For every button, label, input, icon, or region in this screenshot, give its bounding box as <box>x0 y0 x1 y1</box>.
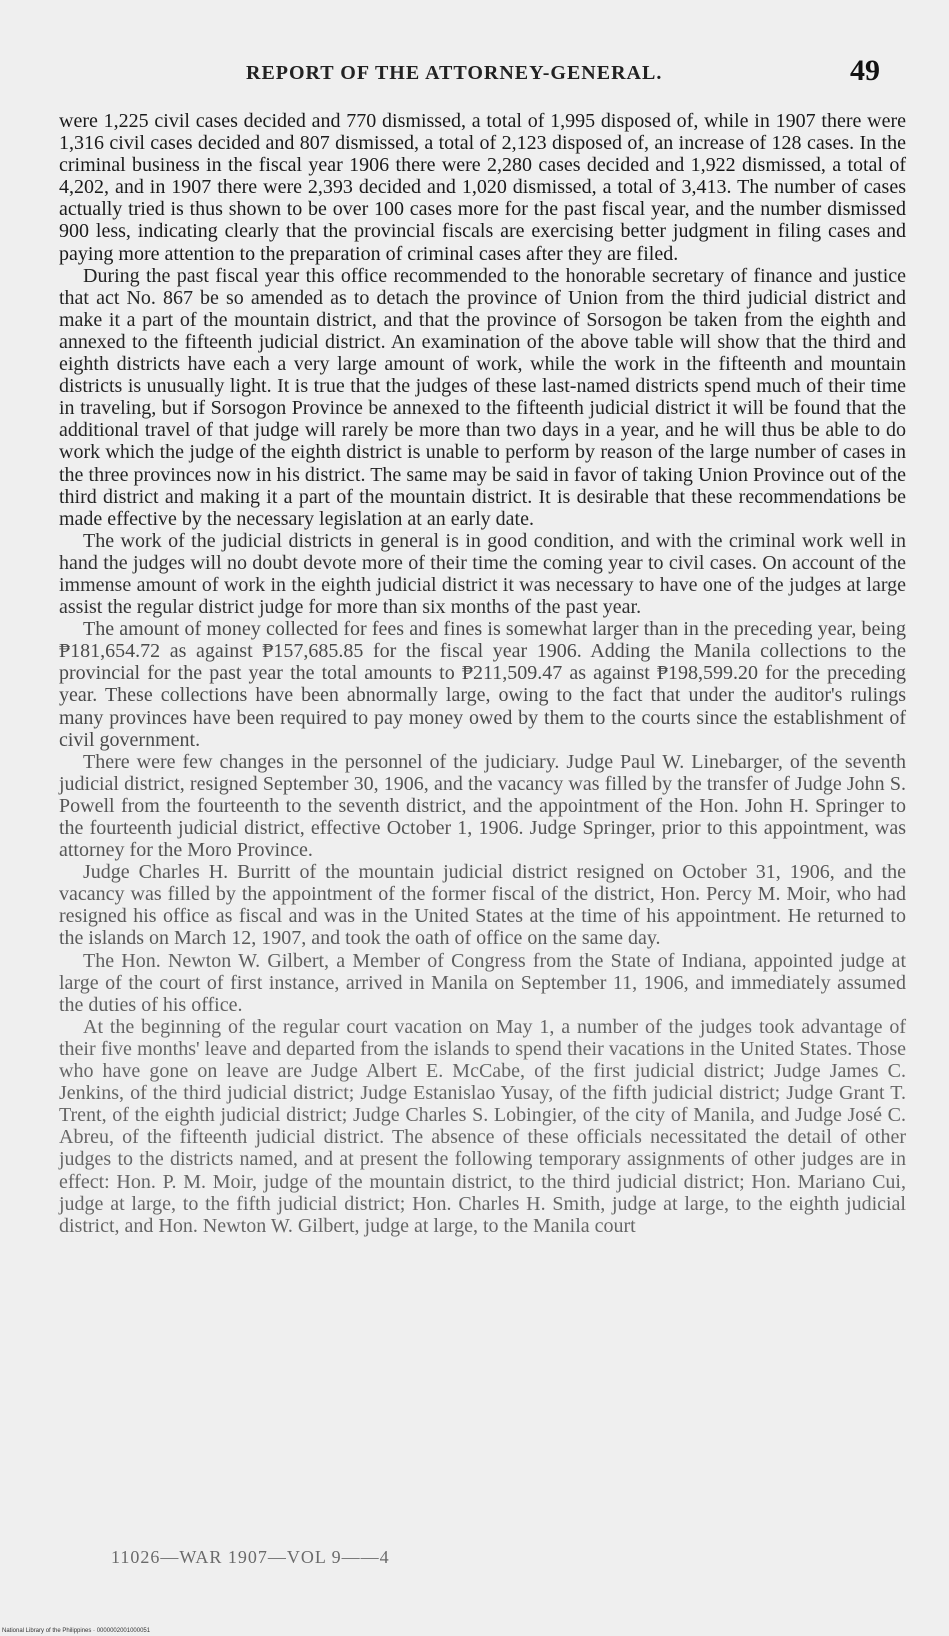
paragraph-burritt-resignation: Judge Charles H. Burritt of the mountain judicial district resigned on October 31, 1906, and the vacancy was filled by the appointment of the former fiscal of the district, Hon. Percy M. Moir, who had resigned his office as fiscal and was in the United States at the time of his appointment. He returned to the islands on March 12, 1907, and took the oath of office on the same day. <box>59 861 906 950</box>
paragraph-case-statistics: were 1,225 civil cases decided and 770 dismissed, a total of 1,995 disposed of, while in 1907 there were 1,316 civil cases decided and 807 dismissed, a total of 2,123 disposed of, an increase of 128 cases. In the criminal business in the fiscal year 1906 there were 2,280 cases decided and 1,922 dismissed, a total of 4,202, and in 1907 there were 2,393 decided and 1,020 dismissed, a total of 3,413. The number of cases actually tried is thus shown to be over 100 cases more for the past fiscal year, and the number dismissed 900 less, indicating clearly that the provincial fiscals are exercising better judgment in filing cases and paying more attention to the preparation of criminal cases after they are filed. <box>59 110 906 265</box>
paragraph-fees-and-fines: The amount of money collected for fees and fines is somewhat larger than in the preceding year, being ₱181,654.72 as against ₱157,685.85 for the fiscal year 1906. Adding the Manila collections to the provincial for the past year the total amounts to ₱211,509.47 as against ₱198,599.20 for the preceding year. These collections have been abnormally large, owing to the fact that under the auditor's rulings many provinces have been required to pay money owed by them to the courts since the establishment of civil government. <box>59 618 906 751</box>
body-text <box>59 110 906 1237</box>
signature-mark: 11026—WAR 1907—VOL 9——4 <box>111 1547 390 1567</box>
paragraph-gilbert-appointment: The Hon. Newton W. Gilbert, a Member of Congress from the State of Indiana, appointed judge at large of the court of first instance, arrived in Manila on September 11, 1906, and immediately assumed the duties of his office. <box>59 949 906 1016</box>
paragraph-district-condition: The work of the judicial districts in general is in good condition, and with the criminal work well in hand the judges will no doubt devote more of their time the coming year to civil cases. On account of the immense amount of work in the eighth judicial district it was necessary to have one of the judges at large assist the regular district judge for more than six months of the past year. <box>59 529 906 619</box>
scan-caption: National Library of the Philippines · 0000002001000051 <box>2 1628 151 1634</box>
page-number: 49 <box>850 54 880 87</box>
running-header: REPORT OF THE ATTORNEY-GENERAL. <box>246 62 663 84</box>
paragraph-district-recommendations: During the past fiscal year this office recommended to the honorable secretary of finance and justice that act No. 867 be so amended as to detach the province of Union from the third judicial district and make it a part of the mountain district, and that the province of Sorsogon be taken from the eighth and annexed to the fifteenth judicial district. An examination of the above table will show that the third and eighth districts have each a very large amount of work, while the work in the fifteenth and mountain districts is unusually light. It is true that the judges of these last-named districts spend much of their time in traveling, but if Sorsogon Province be annexed to the fifteenth judicial district it will be found that the additional travel of that judge will rarely be more than two days in a year, and he will thus be able to do work which the judge of the eighth district is unable to perform by reason of the large number of cases in the three provinces now in his district. The same may be said in favor of taking Union Province out of the third district and making it a part of the mountain district. It is desirable that these recommendations be made effective by the necessary legislation at an early date. <box>59 264 906 530</box>
paragraph-personnel-changes: There were few changes in the personnel of the judiciary. Judge Paul W. Linebarger, of the seventh judicial district, resigned September 30, 1906, and the vacancy was filled by the transfer of Judge John S. Powell from the fourteenth to the seventh district, and the appointment of the Hon. John H. Springer to the fourteenth judicial district, effective October 1, 1906. Judge Springer, prior to this appointment, was attorney for the Moro Province. <box>59 750 906 862</box>
paragraph-court-vacation: At the beginning of the regular court vacation on May 1, a number of the judges took advantage of their five months' leave and departed from the islands to spend their vacations in the United States. Those who have gone on leave are Judge Albert E. McCabe, of the first judicial district; Judge James C. Jenkins, of the third judicial district; Judge Estanislao Yusay, of the fifth judicial district; Judge Grant T. Trent, of the eighth judicial district; Judge Charles S. Lobingier, of the city of Manila, and Judge José C. Abreu, of the fifteenth judicial district. The absence of these officials necessitated the detail of other judges to the districts named, and at present the following temporary assignments of other judges are in effect: Hon. P. M. Moir, judge of the mountain district, to the third judicial district; Hon. Mariano Cui, judge at large, to the fifth judicial district; Hon. Charles H. Smith, judge at large, to the eighth judicial district, and Hon. Newton W. Gilbert, judge at large, to the Manila court <box>59 1015 906 1237</box>
